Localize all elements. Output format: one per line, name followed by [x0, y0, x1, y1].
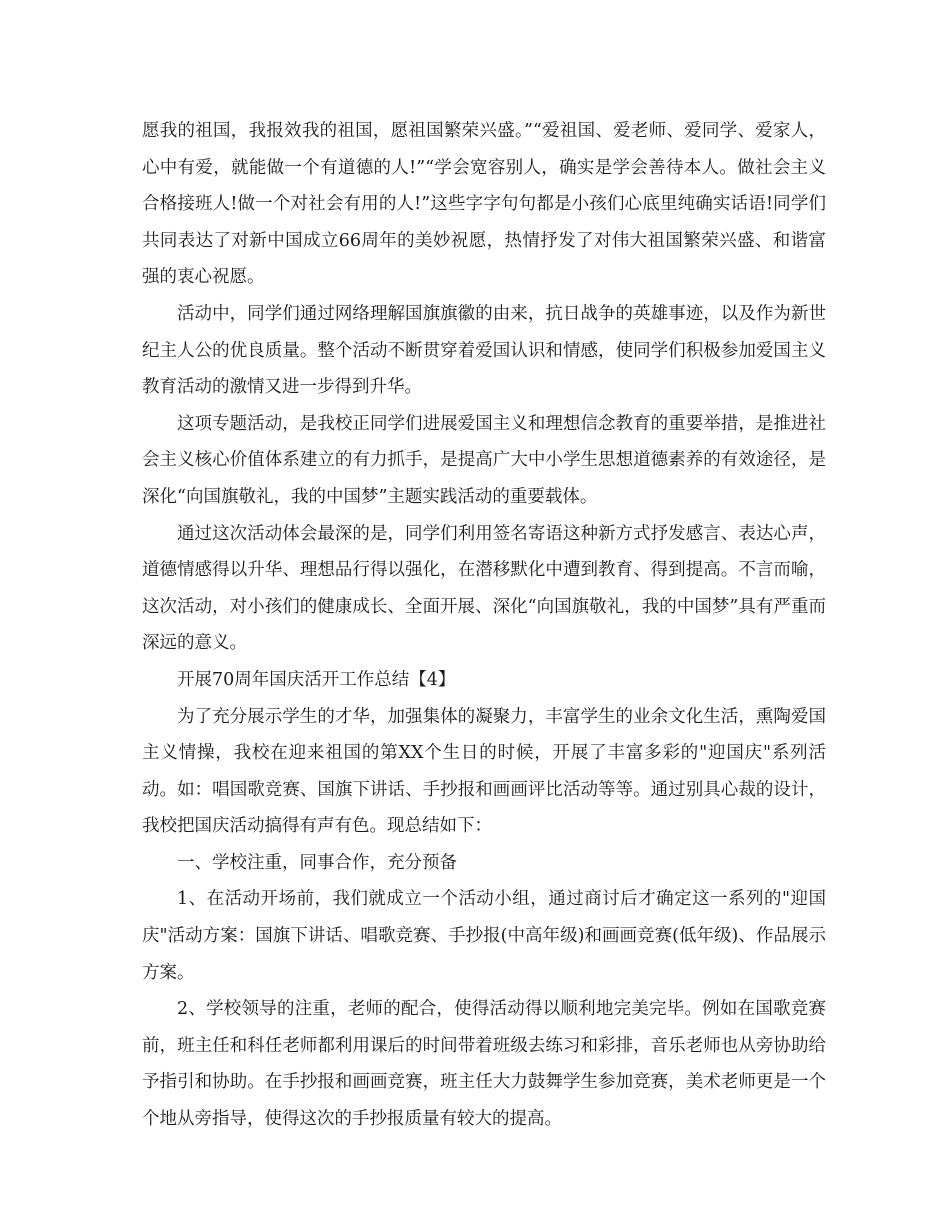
paragraph-2: 活动中，同学们通过网络理解国旗旗徽的由来，抗日战争的英雄事迹，以及作为新世纪主人公的优良质量。整个活动不断贯穿着爱国认识和情感，使同学们积极参加爱国主义教育活动的激情又进一步得到升华。: [142, 303, 826, 398]
section-heading: 开展70周年国庆活开工作总结【4】: [177, 669, 456, 690]
document-body: [142, 113, 826, 1138]
subsection-heading: 一、学校注重，同事合作，充分预备: [177, 852, 457, 873]
paragraph-4: 通过这次活动体会最深的是，同学们利用签名寄语这种新方式抒发感言、表达心声，道德情感得以升华、理想品行得以强化，在潜移默化中遭到教育、得到提高。不言而喻，这次活动，对小孩们的健康成长、全面开展、深化“向国旗敬礼，我的中国梦”具有严重而深远的意义。: [142, 523, 826, 654]
paragraph-5: 为了充分展示学生的才华，加强集体的凝聚力，丰富学生的业余文化生活，熏陶爱国主义情操，我校在迎来祖国的第XX个生日的时候，开展了丰富多彩的"迎国庆"系列活动。如：唱国歌竞赛、国旗下讲话、手抄报和画画评比活动等等。通过别具心裁的设计，我校把国庆活动搞得有声有色。现总结如下：: [142, 706, 826, 837]
paragraph-3: 这项专题活动，是我校正同学们进展爱国主义和理想信念教育的重要举措，是推进社会主义核心价值体系建立的有力抓手，是提高广大中小学生思想道德素养的有效途径，是深化“向国旗敬礼，我的中国梦”主题实践活动的重要载体。: [142, 413, 826, 507]
paragraph-6: 1、在活动开场前，我们就成立一个活动小组，通过商讨后才确定这一系列的"迎国庆"活动方案：国旗下讲话、唱歌竞赛、手抄报(中高年级)和画画竞赛(低年级)、作品展示方案。: [142, 889, 826, 983]
paragraph-1: 愿我的祖国，我报效我的祖国，愿祖国繁荣兴盛。”“爱祖国、爱老师、爱同学、爱家人，心中有爱，就能做一个有道德的人!”“学会宽容别人，确实是学会善待本人。做社会主义合格接班人!做一个对社会有用的人!”这些字字句句都是小孩们心底里纯确实话语!同学们共同表达了对新中国成立66周年的美妙祝愿，热情抒发了对伟大祖国繁荣兴盛、和谐富强的衷心祝愿。: [142, 121, 826, 288]
paragraph-7: 2、学校领导的注重，老师的配合，使得活动得以顺利地完美完毕。例如在国歌竞赛前，班主任和科任老师都利用课后的时间带着班级去练习和彩排，音乐老师也从旁协助给予指引和协助。在手抄报和画画竞赛，班主任大力鼓舞学生参加竞赛，美术老师更是一个个地从旁指导，使得这次的手抄报质量有较大的提高。: [142, 999, 826, 1130]
